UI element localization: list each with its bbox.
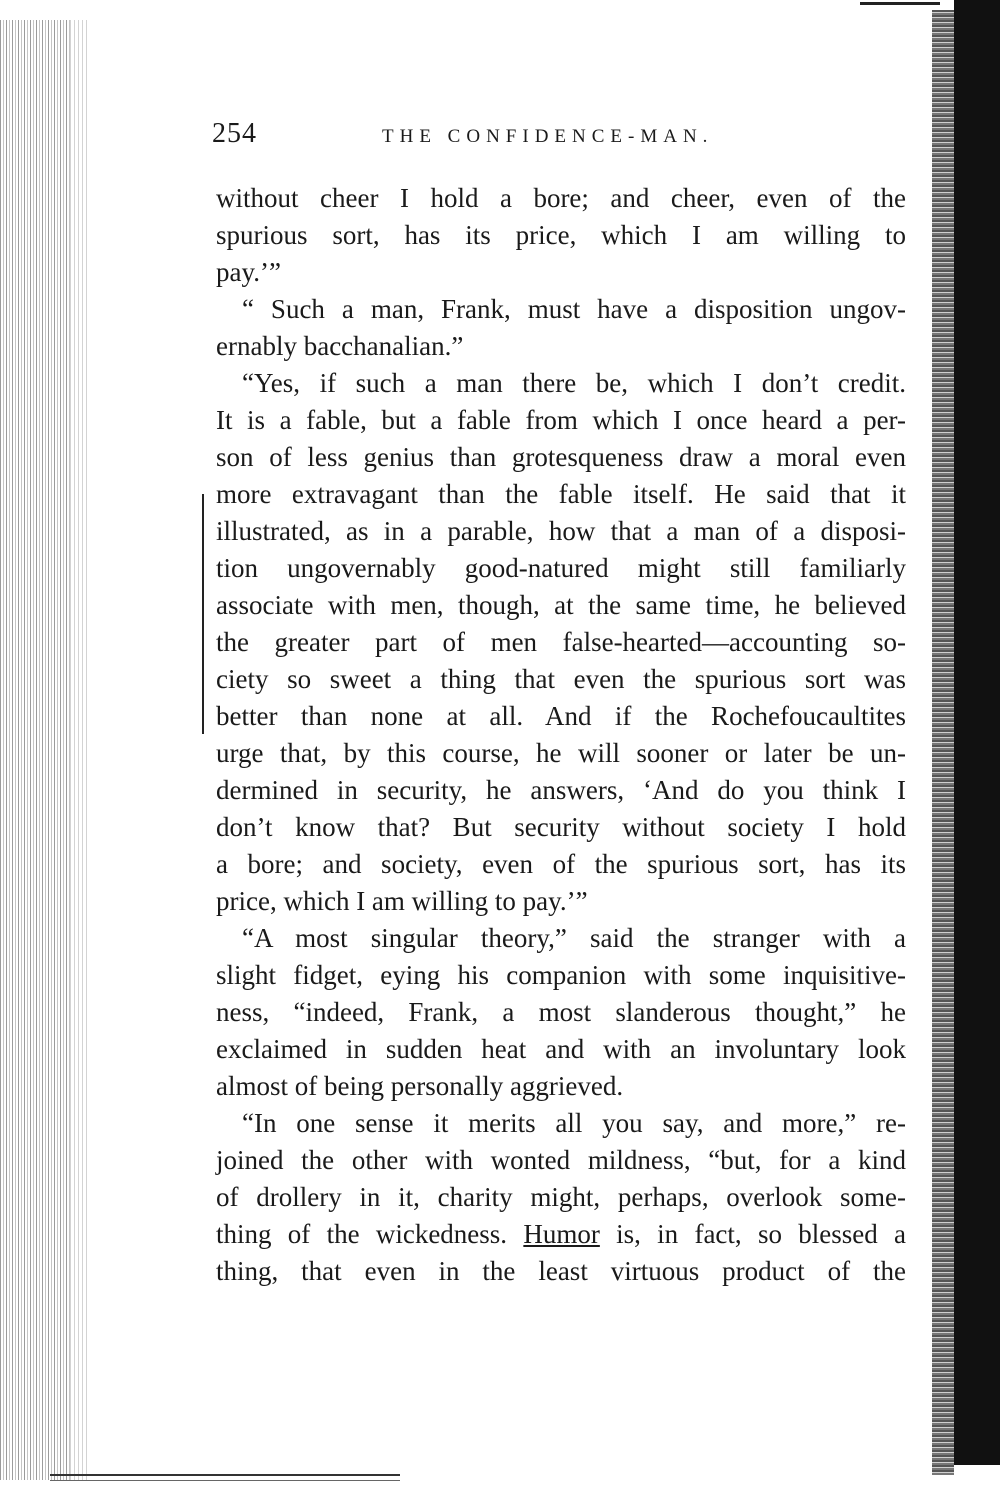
page-header [212,118,932,158]
running-head: THE CONFIDENCE-MAN. [382,126,714,147]
text-line: don’t know that? But security without society I hold [216,812,906,842]
page-number: 254 [212,118,257,149]
text-line: spurious sort, has its price, which I am willing to [216,220,906,250]
right-edge-stripe [932,10,954,1475]
text-segment: is, in fact, so blessed a [599,1219,906,1249]
text-line: ciety so sweet a thing that even the spurious sort was [216,664,906,694]
page-bottom-edge [50,1474,400,1481]
left-gutter-fade [70,20,90,1480]
text-line: tion ungovernably good-natured might still familiarly [216,553,906,583]
text-line: a bore; and society, even of the spurious sort, has its [216,849,906,879]
text-line: pay.’” [216,257,281,287]
text-line: price, which I am willing to pay.’” [216,886,588,916]
text-line: dermined in security, he answers, ‘And do you think I [216,775,906,805]
text-line: illustrated, as in a parable, how that a man of a disposi- [216,516,906,546]
text-line: exclaimed in sudden heat and with an involuntary look [216,1034,906,1064]
text-line: ernably bacchanalian.” [216,331,464,361]
text-line: better than none at all. And if the Rochefoucaultites [216,701,906,731]
text-line: ness, “indeed, Frank, a most slanderous thought,” he [216,997,906,1027]
right-edge-shadow [954,0,1000,1465]
text-line-with-underline [216,1216,906,1253]
text-line: It is a fable, but a fable from which I once heard a per- [216,405,906,435]
text-line: “Yes, if such a man there be, which I don’t credit. [242,368,906,398]
text-line: urge that, by this course, he will sooner or later be un- [216,738,906,768]
left-gutter-scan [0,20,70,1480]
text-line: joined the other with wonted mildness, “but, for a kind [216,1145,906,1175]
underlined-word: Humor [523,1219,600,1249]
right-page-edge [928,0,1000,1495]
text-line: almost of being personally aggrieved. [216,1071,624,1101]
body-text [216,180,906,1290]
text-line: associate with men, though, at the same time, he believed [216,590,906,620]
text-line: “A most singular theory,” said the stranger with a [242,923,906,953]
text-line: “In one sense it merits all you say, and more,” re- [242,1108,906,1138]
margin-bracket-mark [202,494,207,734]
text-line: thing, that even in the least virtuous product of the [216,1256,906,1286]
text-line: son of less genius than grotesqueness draw a moral even [216,442,906,472]
text-line: the greater part of men false-hearted—accounting so- [216,627,906,657]
text-line: of drollery in it, charity might, perhaps, overlook some- [216,1182,906,1212]
text-line: “ Such a man, Frank, must have a disposition ungov- [242,294,906,324]
text-line: without cheer I hold a bore; and cheer, even of the [216,183,906,213]
text-line: more extravagant than the fable itself. He said that it [216,479,906,509]
text-segment: thing of the wickedness. [216,1219,524,1249]
text-line: slight fidget, eying his companion with some inquisitive- [216,960,906,990]
